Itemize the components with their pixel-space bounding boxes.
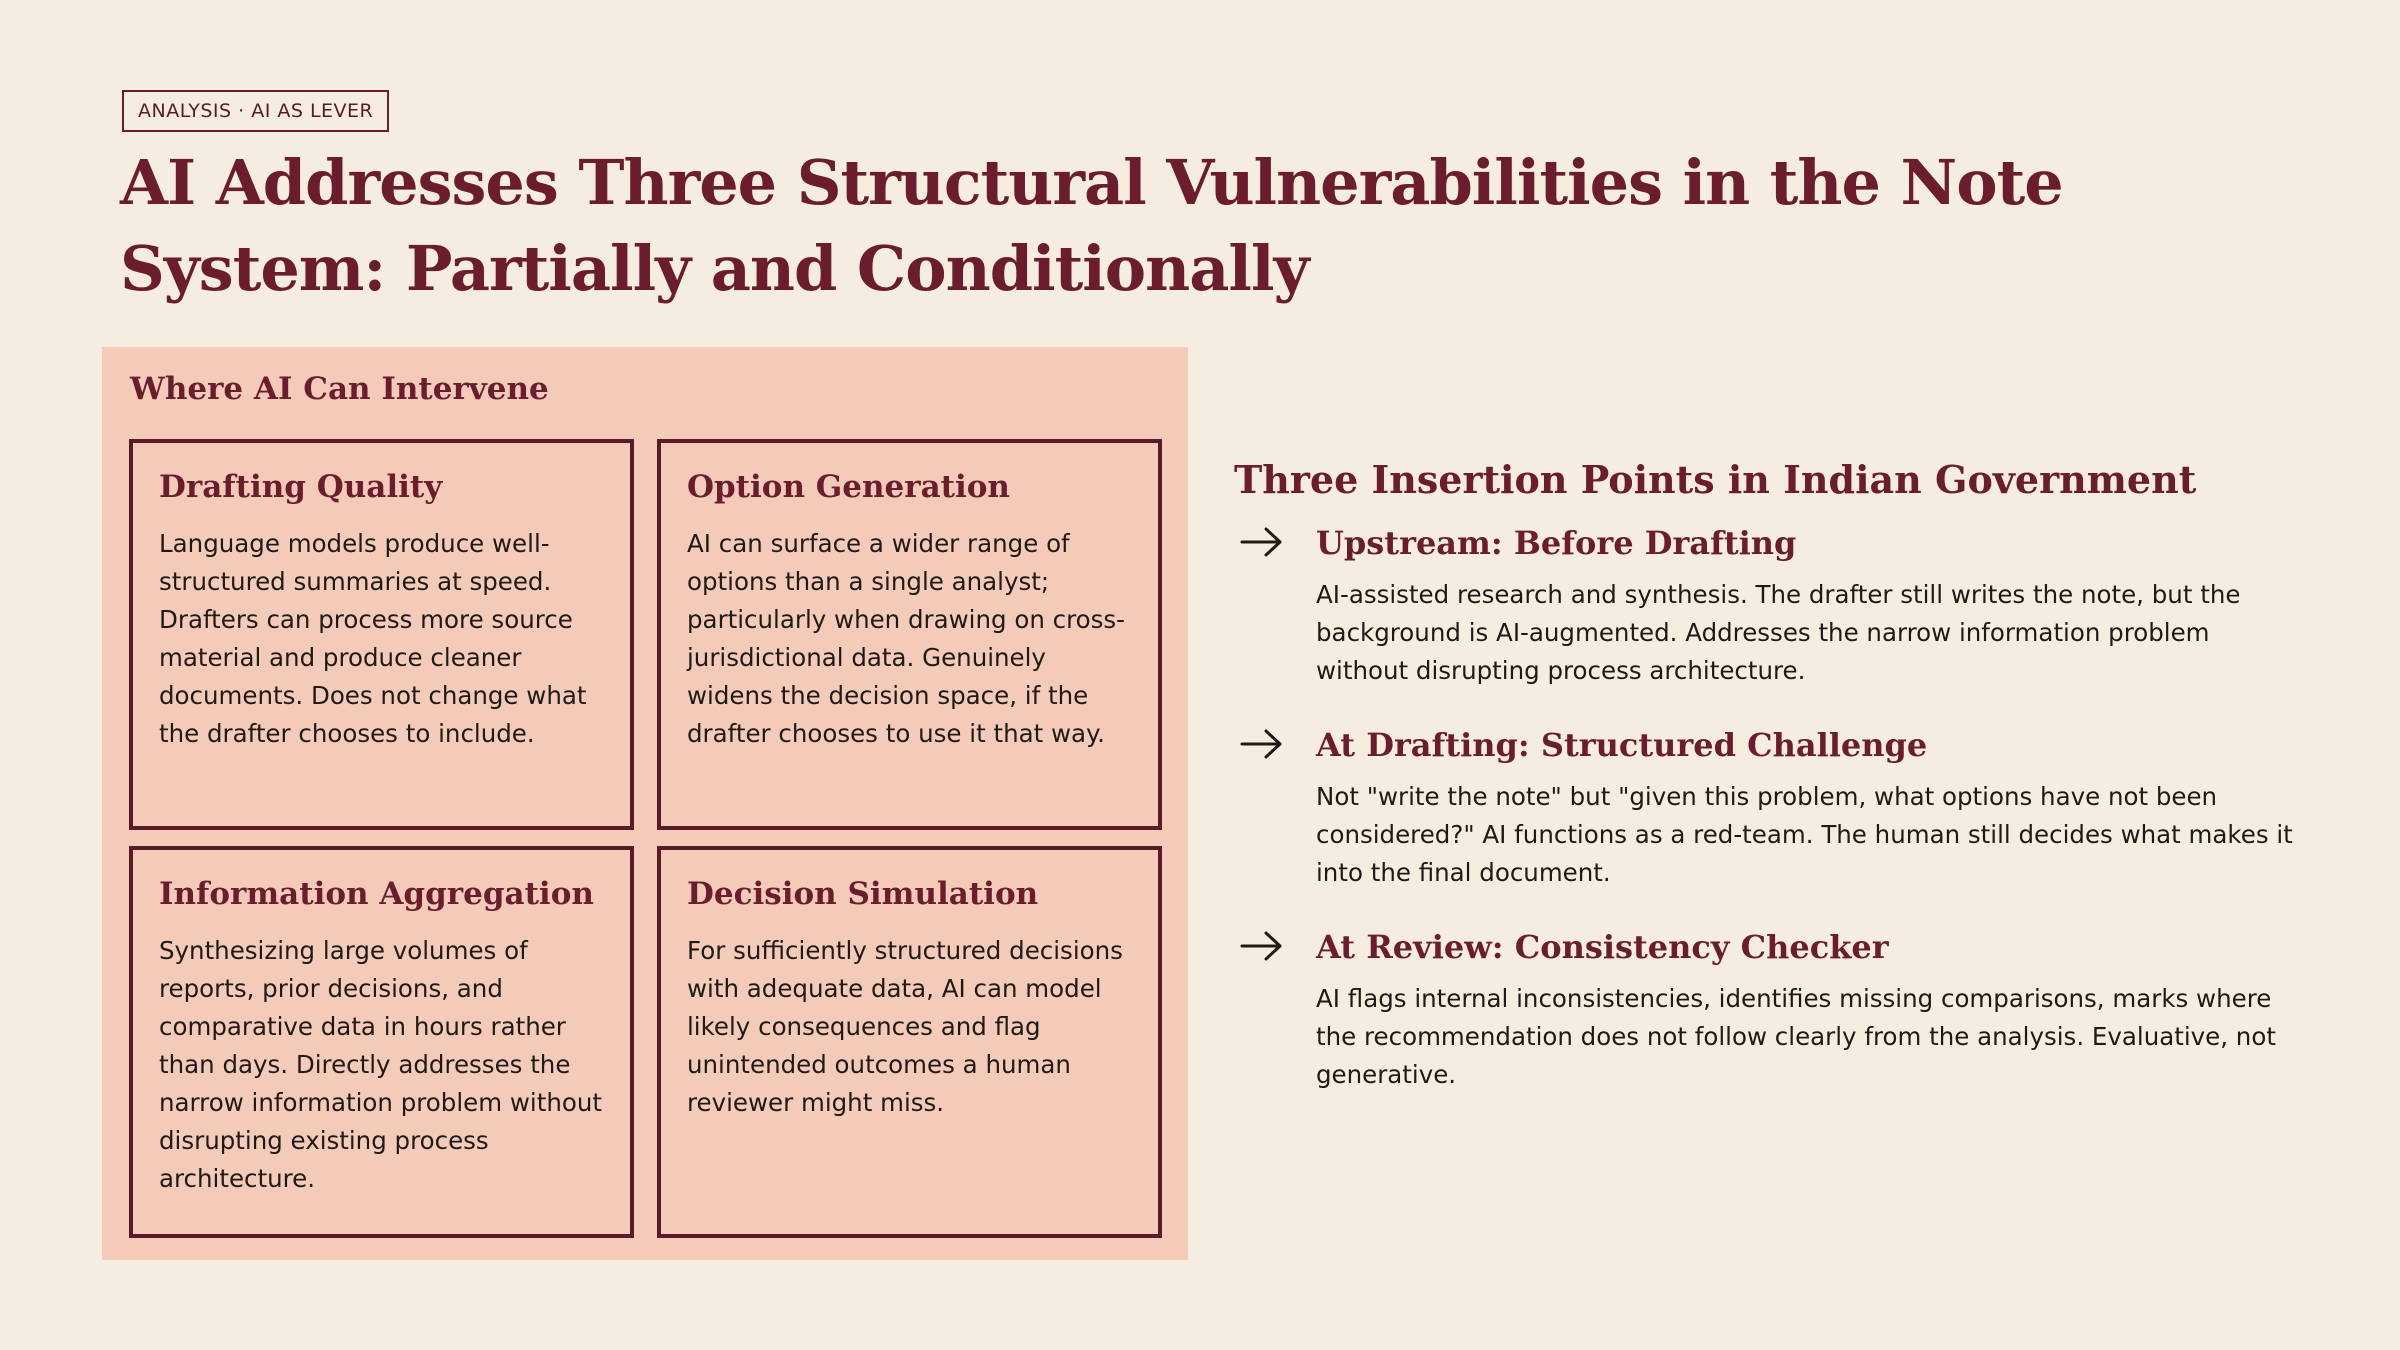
card-body: Language models produce well-structured summaries at speed. Drafters can process more source material and produce cleaner documents. Does not change what the drafter chooses to include. (159, 529, 587, 748)
insertion-points-section (1234, 450, 2294, 1094)
point-body: AI-assisted research and synthesis. The drafter still writes the note, but the background is AI-augmented. Addresses the narrow information problem without disrupting process architecture. (1316, 580, 2241, 685)
card-body: For sufficiently structured decisions with adequate data, AI can model likely consequences and flag unintended outcomes a human reviewer might miss. (687, 936, 1123, 1117)
card-title: Information Aggregation (159, 876, 594, 912)
card-body: Synthesizing large volumes of reports, prior decisions, and comparative data in hours rather than days. Directly addresses the narrow information problem without disrupting existing process architecture. (159, 936, 602, 1193)
ai-intervention-panel (102, 347, 1188, 1260)
card-drafting-quality (129, 439, 634, 830)
card-decision-simulation (657, 846, 1162, 1238)
section-title: Three Insertion Points in Indian Government (1234, 457, 2197, 502)
point-title: At Review: Consistency Checker (1316, 928, 1889, 966)
card-body: AI can surface a wider range of options than a single analyst; particularly when drawing on cross-jurisdictional data. Genuinely widens the decision space, if the drafter chooses to use it that way. (687, 529, 1126, 748)
card-information-aggregation (129, 846, 634, 1238)
insertion-point-drafting (1234, 720, 2294, 892)
page-title: AI Addresses Three Structural Vulnerabilities in the Note System: Partially and Conditionally (120, 146, 2063, 305)
insertion-point-upstream (1234, 518, 2294, 690)
insertion-point-review (1234, 922, 2294, 1094)
arrow-right-icon (1240, 928, 1284, 964)
card-title: Option Generation (687, 469, 1010, 505)
point-title: At Drafting: Structured Challenge (1316, 726, 1928, 764)
card-title: Decision Simulation (687, 876, 1039, 912)
arrow-right-icon (1240, 524, 1284, 560)
arrow-right-icon (1240, 726, 1284, 762)
point-body: AI flags internal inconsistencies, identifies missing comparisons, marks where the recommendation does not follow clearly from the analysis. Evaluative, not generative. (1316, 984, 2276, 1089)
point-body: Not "write the note" but "given this problem, what options have not been considered?" AI functions as a red-team. The human still decides what makes it into the final document. (1316, 782, 2293, 887)
card-title: Drafting Quality (159, 469, 443, 505)
card-option-generation (657, 439, 1162, 830)
point-title: Upstream: Before Drafting (1316, 524, 1797, 562)
section-tag: ANALYSIS · AI AS LEVER (122, 90, 389, 132)
panel-title: Where AI Can Intervene (130, 371, 549, 407)
